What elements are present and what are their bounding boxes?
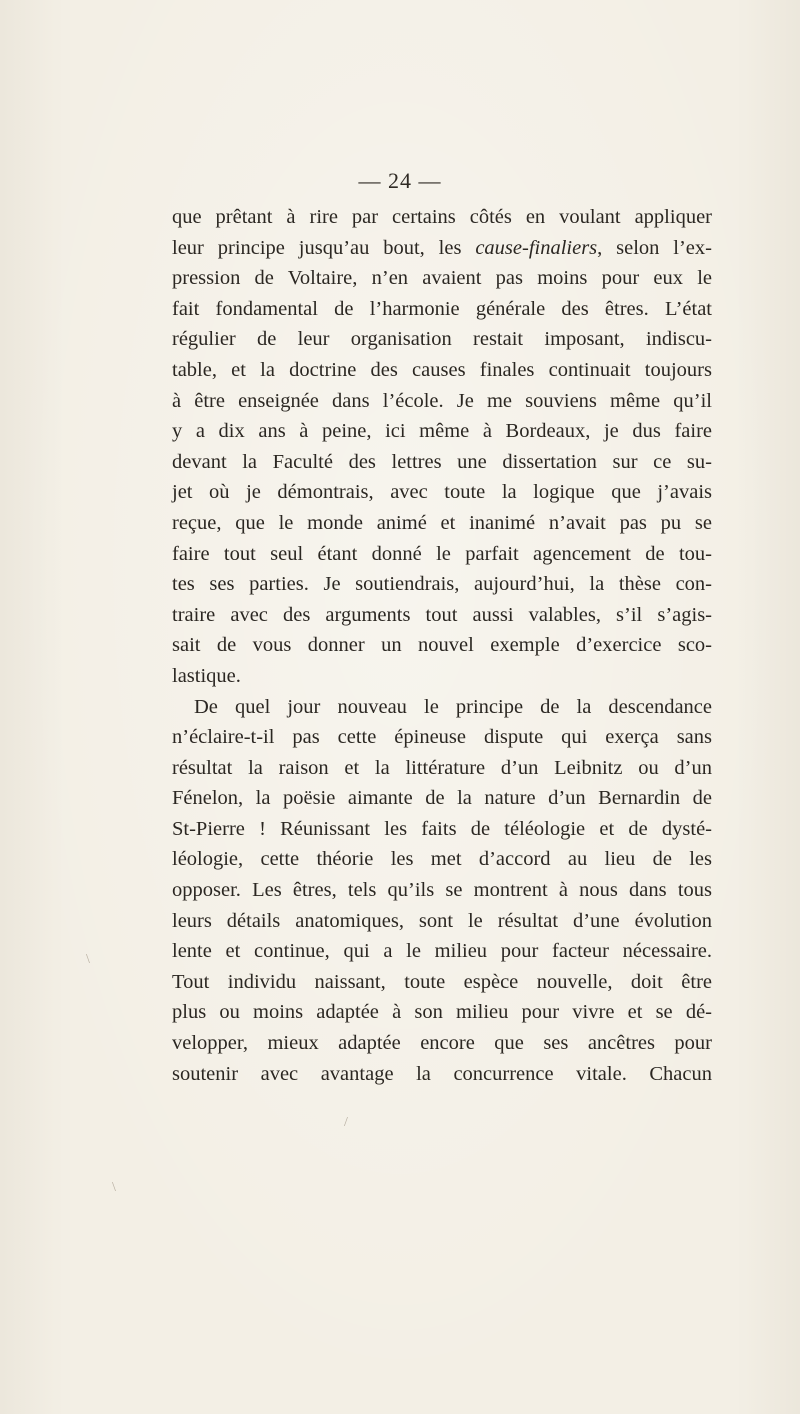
- text-segment: sait de vous donner un nouvel exemple d’exercice sco-: [172, 634, 712, 657]
- text-line: [172, 722, 712, 753]
- text-line: [172, 263, 712, 294]
- body-text: [172, 202, 712, 1089]
- text-line: [172, 1059, 712, 1090]
- text-segment: velopper, mieux adaptée encore que ses ancêtres pour: [172, 1032, 712, 1055]
- text-line: [172, 906, 712, 937]
- text-line: [172, 447, 712, 478]
- text-segment: opposer. Les êtres, tels qu’ils se montrent à nous dans tous: [172, 879, 712, 902]
- text-segment: leurs détails anatomiques, sont le résultat d’une évolution: [172, 909, 712, 932]
- text-line: [172, 875, 712, 906]
- text-segment: leur principe jusqu’au bout, les: [172, 236, 476, 259]
- italic-term: cause-finaliers: [475, 236, 598, 259]
- text-segment: soutenir avec avantage la concurrence vitale. Chacun: [172, 1062, 712, 1085]
- text-line: [172, 324, 712, 355]
- text-segment: lastique.: [172, 664, 241, 687]
- page-number: — 24 —: [358, 168, 442, 193]
- text-segment: Fénelon, la poësie aimante de la nature d’un Bernardin de: [172, 787, 712, 810]
- text-segment: jet où je démontrais, avec toute la logique que j’avais: [172, 481, 712, 504]
- text-line: [172, 630, 712, 661]
- text-segment: devant la Faculté des lettres une dissertation sur ce su-: [172, 450, 712, 473]
- text-line: [172, 508, 712, 539]
- text-line: [172, 294, 712, 325]
- text-segment: table, et la doctrine des causes finales continuait toujours: [172, 358, 712, 381]
- text-segment: plus ou moins adaptée à son milieu pour vivre et se dé-: [172, 1001, 712, 1024]
- text-line: [172, 783, 712, 814]
- text-segment: St-Pierre ! Réunissant les faits de téléologie et de dysté-: [172, 817, 712, 840]
- text-segment: , selon l’ex-: [597, 236, 712, 259]
- text-line: [172, 477, 712, 508]
- text-segment: lente et continue, qui a le milieu pour facteur nécessaire.: [172, 940, 712, 963]
- text-segment: Tout individu naissant, toute espèce nouvelle, doit être: [172, 970, 712, 993]
- text-segment: que prêtant à rire par certains côtés en voulant appliquer: [172, 206, 712, 228]
- paper-speck: /: [344, 1115, 348, 1130]
- text-line: [172, 355, 712, 386]
- text-segment: fait fondamental de l’harmonie générale des êtres. L’état: [172, 297, 712, 320]
- text-line: [172, 753, 712, 784]
- text-segment: tes ses parties. Je soutiendrais, aujourd’hui, la thèse con-: [172, 573, 712, 596]
- text-line: [172, 233, 712, 264]
- text-segment: traire avec des arguments tout aussi valables, s’il s’agis-: [172, 603, 712, 626]
- text-line: [172, 997, 712, 1028]
- text-segment: y a dix ans à peine, ici même à Bordeaux, je dus faire: [172, 420, 712, 443]
- text-segment: faire tout seul étant donné le parfait agencement de tou-: [172, 542, 712, 565]
- text-line: [172, 1028, 712, 1059]
- text-segment: régulier de leur organisation restait imposant, indiscu-: [172, 328, 712, 351]
- text-line: [172, 539, 712, 570]
- text-segment: résultat la raison et la littérature d’un Leibnitz ou d’un: [172, 756, 712, 779]
- text-line: [172, 202, 712, 233]
- paper-speck: \: [86, 952, 90, 967]
- text-segment: pression de Voltaire, n’en avaient pas moins pour eux le: [172, 267, 712, 290]
- text-line: [172, 844, 712, 875]
- text-line: [172, 936, 712, 967]
- text-line: [172, 814, 712, 845]
- text-line: [172, 967, 712, 998]
- text-line: [172, 661, 712, 692]
- text-line: [172, 600, 712, 631]
- text-line: [172, 386, 712, 417]
- text-segment: léologie, cette théorie les met d’accord au lieu de les: [172, 848, 712, 871]
- text-segment: n’éclaire-t-il pas cette épineuse dispute qui exerça sans: [172, 726, 712, 749]
- paper-speck: \: [112, 1180, 116, 1195]
- text-line: [172, 569, 712, 600]
- text-segment: à être enseignée dans l’école. Je me souviens même qu’il: [172, 389, 712, 412]
- text-line: [172, 692, 712, 723]
- text-segment: reçue, que le monde animé et inanimé n’avait pas pu se: [172, 511, 712, 534]
- text-segment: De quel jour nouveau le principe de la descendance: [194, 695, 712, 718]
- text-line: [172, 416, 712, 447]
